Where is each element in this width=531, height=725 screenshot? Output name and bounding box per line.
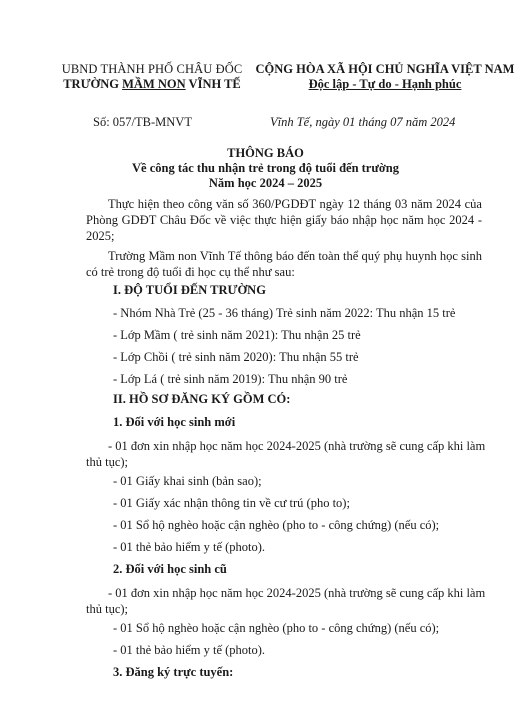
age-group-item: - Lớp Chồi ( trẻ sinh năm 2020): Thu nhận 55 trẻ bbox=[113, 350, 359, 364]
old-students-item-text: - 01 đơn xin nhập học năm học 2024-2025 (nhà trường sẽ cung cấp khi làm thủ tục); bbox=[86, 586, 486, 616]
document-subject: Về công tác thu nhận trẻ trong độ tuổi đến trường bbox=[132, 161, 399, 175]
intro-paragraph-1 bbox=[86, 196, 482, 244]
national-motto bbox=[255, 62, 515, 92]
document-number: Số: 057/TB-MNVT bbox=[93, 115, 192, 129]
old-students-item: - 01 thẻ bảo hiểm y tế (photo). bbox=[113, 643, 266, 657]
org-line-1: UBND THÀNH PHỐ CHÂU ĐỐC bbox=[61, 62, 243, 76]
org-line-2-suffix: VĨNH TẾ bbox=[185, 77, 241, 91]
school-year: Năm học 2024 – 2025 bbox=[208, 176, 323, 190]
new-students-item-text: - 01 đơn xin nhập học năm học 2024-2025 (nhà trường sẽ cung cấp khi làm thủ tục); bbox=[86, 439, 486, 469]
intro-2-text: Trường Mầm non Vĩnh Tế thông báo đến toàn thể quý phụ huynh học sinh có trẻ trong độ tuổi đi học cụ thể như sau: bbox=[86, 249, 482, 279]
new-students-item: - 01 Giấy xác nhận thông tin về cư trú (pho to); bbox=[113, 496, 350, 510]
org-line-2-prefix: TRƯỜNG bbox=[63, 77, 123, 91]
section-2-heading: II. HỒ SƠ ĐĂNG KÝ GỒM CÓ: bbox=[113, 392, 291, 406]
nation-line-1: CỘNG HÒA XÃ HỘI CHỦ NGHĨA VIỆT NAM bbox=[255, 62, 515, 76]
org-line-2-underlined: MẦM NON bbox=[122, 77, 186, 91]
age-group-item: - Lớp Lá ( trẻ sinh năm 2019): Thu nhận 90 trẻ bbox=[113, 372, 348, 386]
nation-line-2: Độc lập - Tự do - Hạnh phúc bbox=[308, 77, 462, 91]
age-group-item: - Nhóm Nhà Trẻ (25 - 36 tháng) Trẻ sinh năm 2022: Thu nhận 15 trẻ bbox=[113, 306, 456, 320]
issuing-organization bbox=[52, 62, 252, 92]
new-students-item: - 01 Sổ hộ nghèo hoặc cận nghèo (pho to - công chứng) (nếu có); bbox=[113, 518, 440, 532]
new-students-heading: 1. Đối với học sinh mới bbox=[113, 415, 236, 429]
old-students-item: - 01 Sổ hộ nghèo hoặc cận nghèo (pho to - công chứng) (nếu có); bbox=[113, 621, 440, 635]
intro-paragraph-2 bbox=[86, 248, 482, 280]
section-1-heading: I. ĐỘ TUỔI ĐẾN TRƯỜNG bbox=[113, 283, 266, 297]
new-students-item: - 01 Giấy khai sinh (bản sao); bbox=[113, 474, 262, 488]
new-students-item: - 01 thẻ bảo hiểm y tế (photo). bbox=[113, 540, 266, 554]
place-and-date: Vĩnh Tế, ngày 01 tháng 07 năm 2024 bbox=[270, 115, 456, 129]
new-students-item bbox=[86, 438, 496, 470]
intro-1-text: Thực hiện theo công văn số 360/PGDĐT ngày 12 tháng 03 năm 2024 của Phòng GDĐT Châu Đốc về việc thực hiện giấy báo nhập học năm học 2024 - 2025; bbox=[86, 197, 482, 243]
old-students-heading: 2. Đối với học sinh cũ bbox=[113, 562, 227, 576]
online-registration-heading: 3. Đăng ký trực tuyến: bbox=[113, 665, 234, 679]
old-students-item bbox=[86, 585, 496, 617]
age-group-item: - Lớp Mầm ( trẻ sinh năm 2021): Thu nhận 25 trẻ bbox=[113, 328, 361, 342]
document-title: THÔNG BÁO bbox=[227, 146, 304, 160]
org-line-2 bbox=[52, 77, 252, 92]
